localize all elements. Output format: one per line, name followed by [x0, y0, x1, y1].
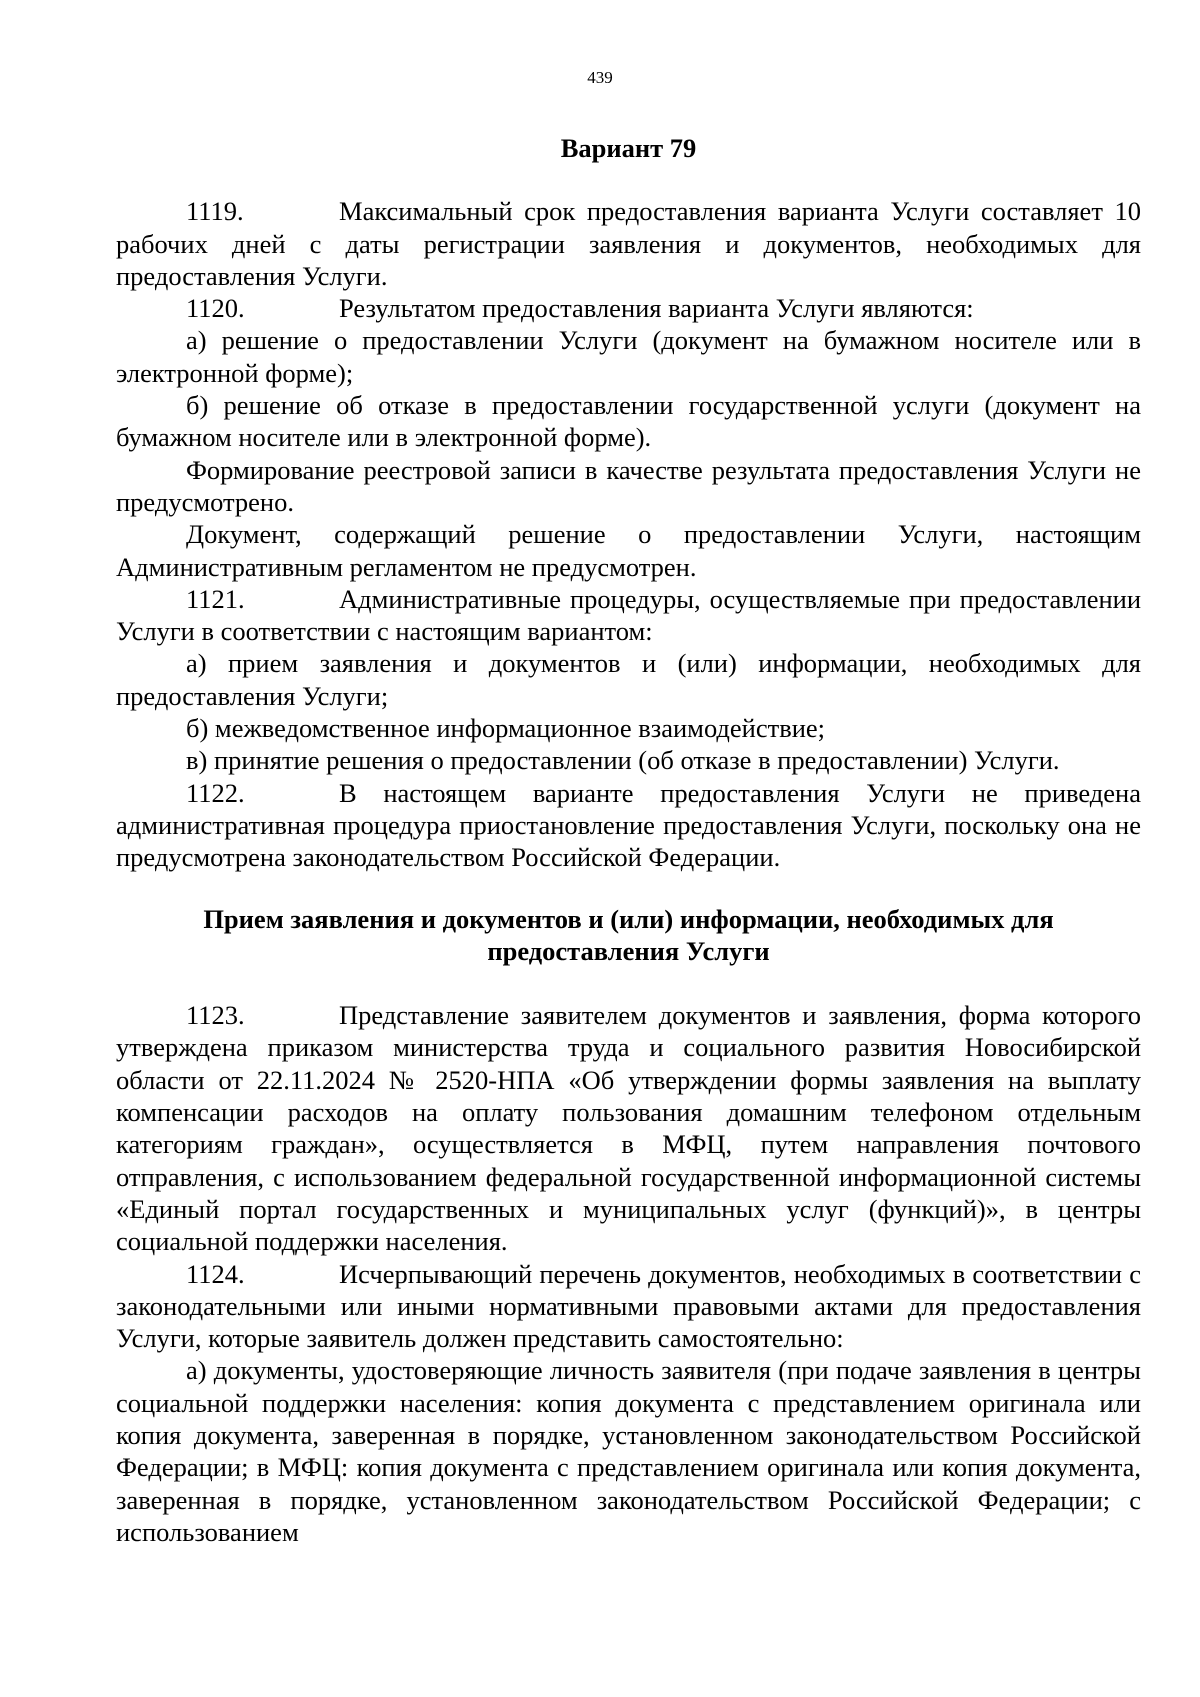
section-heading-line-2: предоставления Услуги — [487, 935, 770, 966]
page-number: 439 — [587, 68, 613, 87]
paragraph-number: 1121. — [186, 583, 245, 614]
paragraph-text: Максимальный срок предоставления варианта Услуги составляет 10 рабочих дней с даты регистрации заявления и документов, необходимых для предоставления Услуги. — [116, 196, 1141, 291]
list-item-1121-b: б) межведомственное информационное взаимодействие; — [186, 713, 826, 744]
paragraph-text: Административные процедуры, осуществляемые при предоставлении Услуги в соответствии с настоящим вариантом: — [116, 583, 1141, 647]
list-item-1120-a: а) решение о предоставлении Услуги (документ на бумажном носителе или в электронной форме); — [116, 325, 1141, 388]
paragraph-1122 — [116, 777, 1141, 874]
list-item-1124-a: а) документы, удостоверяющие личность заявителя (при подаче заявления в центры социальной поддержки населения: копия документа с представлением оригинала или копия документа, заверенная в порядке, установленном законодательством Российской Федерации; в МФЦ: копия документа с представлением оригинала или копия документа, заверенная в порядке, установленном законодательством Российской Федерации; с использованием — [116, 1355, 1141, 1547]
document-body — [116, 132, 1141, 1548]
paragraph-1124 — [116, 1258, 1141, 1355]
paragraph-document: Документ, содержащий решение о предоставлении Услуги, настоящим Административным регламентом не предусмотрен. — [116, 519, 1141, 582]
section-heading-line-1: Прием заявления и документов и (или) информации, необходимых для — [203, 903, 1054, 934]
list-item-1120-b: б) решение об отказе в предоставлении государственной услуги (документ на бумажном носителе или в электронной форме). — [116, 390, 1141, 453]
paragraph-1123 — [116, 999, 1141, 1257]
section-heading — [116, 903, 1141, 968]
paragraph-text: Исчерпывающий перечень документов, необходимых в соответствии с законодательными или иными нормативными правовыми актами для предоставления Услуги, которые заявитель должен представить самостоятельно: — [116, 1258, 1141, 1354]
variant-heading: Вариант 79 — [560, 133, 697, 163]
paragraph-text: В настоящем варианте предоставления Услуги не приведена административная процедура приостановление предоставления Услуги, поскольку она не предусмотрена законодательством Российской Федерации. — [116, 777, 1141, 873]
paragraph-number: 1120. — [186, 293, 245, 324]
paragraph-number: 1122. — [186, 777, 245, 808]
paragraph-1119 — [116, 195, 1141, 292]
list-item-1121-c: в) принятие решения о предоставлении (об отказе в предоставлении) Услуги. — [186, 745, 1060, 776]
paragraph-1120 — [116, 292, 1141, 324]
paragraph-number: 1124. — [186, 1258, 245, 1289]
paragraph-number: 1119. — [186, 196, 244, 227]
paragraph-text: Представление заявителем документов и заявления, форма которого утверждена приказом министерства труда и социального развития Новосибирской области от 22.11.2024 № 2520-НПА «Об утверждении формы заявления на выплату компенсации расходов на оплату пользования домашним телефоном отдельным категориям граждан», осуществляется в МФЦ, путем направления почтового отправления, с использованием федеральной государственной информационной системы «Единый портал государственных и муниципальных услуг (функций)», в центры социальной поддержки населения. — [116, 1000, 1141, 1257]
paragraph-number: 1123. — [186, 1000, 245, 1031]
paragraph-1121 — [116, 583, 1141, 648]
paragraph-text: Результатом предоставления варианта Услуги являются: — [339, 293, 974, 324]
paragraph-registry: Формирование реестровой записи в качестве результата предоставления Услуги не предусмотрено. — [116, 454, 1141, 517]
list-item-1121-a: а) прием заявления и документов и (или) информации, необходимых для предоставления Услуги; — [116, 648, 1141, 711]
